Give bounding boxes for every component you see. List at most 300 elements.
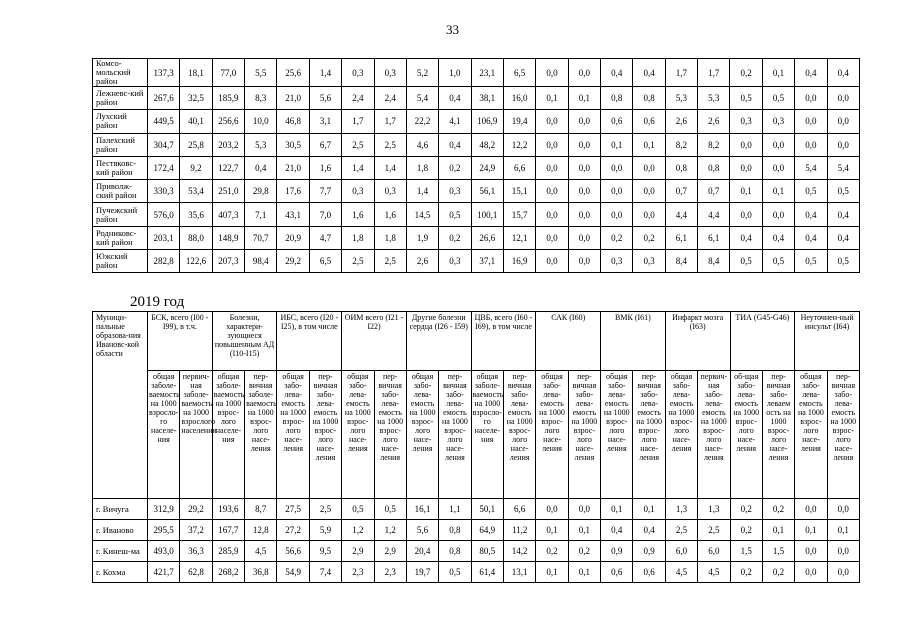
group-header-cell: ВМК (I61) <box>601 312 666 371</box>
value-cell: 43,1 <box>277 203 309 226</box>
value-cell: 0,2 <box>601 226 633 249</box>
value-cell: 0,0 <box>633 203 665 226</box>
value-cell: 0,3 <box>439 250 471 273</box>
value-cell: 0,0 <box>795 562 827 583</box>
subcolumn-header-cell: общая заболе-ваемость на 1000 взросло-го населе-ния <box>148 371 180 499</box>
value-cell: 0,0 <box>827 499 859 520</box>
district-name-cell: г. Иваново <box>93 520 148 541</box>
value-cell: 2,5 <box>665 520 697 541</box>
table-row <box>93 180 860 203</box>
value-cell: 1,9 <box>406 226 438 249</box>
district-name-cell: Пучежский район <box>93 203 148 226</box>
subcolumn-header-cell: пер-вичная забо-лева-емость на 1000 взрос-лого насе-ления <box>827 371 859 499</box>
value-cell: 4,5 <box>665 562 697 583</box>
value-cell: 0,2 <box>730 520 762 541</box>
value-cell: 0,4 <box>633 520 665 541</box>
value-cell: 6,1 <box>698 226 730 249</box>
value-cell: 27,5 <box>277 499 309 520</box>
value-cell: 62,8 <box>180 562 212 583</box>
value-cell: 1,2 <box>374 520 406 541</box>
value-cell: 0,0 <box>568 250 600 273</box>
value-cell: 2,9 <box>374 541 406 562</box>
value-cell: 2,9 <box>342 541 374 562</box>
value-cell: 0,3 <box>374 59 406 87</box>
value-cell: 1,5 <box>730 541 762 562</box>
value-cell: 21,0 <box>277 156 309 179</box>
value-cell: 0,4 <box>827 226 859 249</box>
value-cell: 0,0 <box>568 59 600 87</box>
value-cell: 0,9 <box>633 541 665 562</box>
value-cell: 1,3 <box>665 499 697 520</box>
value-cell: 0,1 <box>601 133 633 156</box>
value-cell: 0,1 <box>762 59 794 87</box>
value-cell: 36,3 <box>180 541 212 562</box>
subcolumn-header-cell: пер-вичная заболе-ваемость на 1000 взрос-лого насе-ления <box>245 371 277 499</box>
value-cell: 7,4 <box>309 562 341 583</box>
value-cell: 12,1 <box>503 226 535 249</box>
value-cell: 0,1 <box>730 180 762 203</box>
subcolumn-header-cell: общая забо-лева-емость на 1000 взрос-лого насе-ления <box>406 371 438 499</box>
value-cell: 0,2 <box>633 226 665 249</box>
value-cell: 2,4 <box>374 87 406 110</box>
value-cell: 576,0 <box>148 203 180 226</box>
value-cell: 38,1 <box>471 87 503 110</box>
value-cell: 207,3 <box>212 250 244 273</box>
table-row <box>93 110 860 133</box>
value-cell: 0,0 <box>762 133 794 156</box>
value-cell: 1,4 <box>309 59 341 87</box>
page-number: 33 <box>446 22 459 37</box>
value-cell: 0,0 <box>536 499 568 520</box>
value-cell: 5,3 <box>245 133 277 156</box>
value-cell: 11,2 <box>503 520 535 541</box>
value-cell: 0,0 <box>601 156 633 179</box>
subcolumn-header-cell: общая забо-лева-емость на 1000 взрос-лого насе-ления <box>665 371 697 499</box>
value-cell: 172,4 <box>148 156 180 179</box>
value-cell: 0,1 <box>795 520 827 541</box>
value-cell: 0,4 <box>439 87 471 110</box>
value-cell: 0,0 <box>730 133 762 156</box>
value-cell: 2,5 <box>374 250 406 273</box>
district-name-cell: Приволж-ский район <box>93 180 148 203</box>
value-cell: 2,3 <box>342 562 374 583</box>
value-cell: 5,3 <box>665 87 697 110</box>
value-cell: 9,5 <box>309 541 341 562</box>
value-cell: 4,4 <box>698 203 730 226</box>
group-header-cell: ТИА (G45-G46) <box>730 312 795 371</box>
value-cell: 0,7 <box>698 180 730 203</box>
value-cell: 5,4 <box>827 156 859 179</box>
value-cell: 0,4 <box>439 133 471 156</box>
value-cell: 6,5 <box>309 250 341 273</box>
value-cell: 37,1 <box>471 250 503 273</box>
value-cell: 16,0 <box>503 87 535 110</box>
value-cell: 61,4 <box>471 562 503 583</box>
subcolumn-header-cell: общая забо-лева-емость на 1000 взрос-лого насе-ления <box>277 371 309 499</box>
value-cell: 50,1 <box>471 499 503 520</box>
value-cell: 0,0 <box>827 110 859 133</box>
value-cell: 100,1 <box>471 203 503 226</box>
value-cell: 0,3 <box>633 250 665 273</box>
value-cell: 4,7 <box>309 226 341 249</box>
value-cell: 493,0 <box>148 541 180 562</box>
value-cell: 1,7 <box>698 59 730 87</box>
value-cell: 295,5 <box>148 520 180 541</box>
table-row <box>93 250 860 273</box>
subcolumn-header-cell: общая заболе-ваемость на 1000 взросло-го населе-ния <box>471 371 503 499</box>
value-cell: 35,6 <box>180 203 212 226</box>
value-cell: 1,5 <box>762 541 794 562</box>
value-cell: 0,1 <box>827 520 859 541</box>
value-cell: 14,5 <box>406 203 438 226</box>
value-cell: 2,5 <box>342 250 374 273</box>
value-cell: 0,0 <box>633 156 665 179</box>
table-row <box>93 226 860 249</box>
value-cell: 0,0 <box>827 133 859 156</box>
value-cell: 0,4 <box>730 226 762 249</box>
value-cell: 27,2 <box>277 520 309 541</box>
value-cell: 1,6 <box>309 156 341 179</box>
table-row <box>93 203 860 226</box>
value-cell: 285,9 <box>212 541 244 562</box>
value-cell: 0,1 <box>568 87 600 110</box>
value-cell: 26,6 <box>471 226 503 249</box>
value-cell: 0,9 <box>601 541 633 562</box>
value-cell: 203,1 <box>148 226 180 249</box>
value-cell: 0,0 <box>827 541 859 562</box>
subcolumn-header-cell: пер-вичная забо-лева-емость на 1000 взрос-лого насе-ления <box>309 371 341 499</box>
value-cell: 185,9 <box>212 87 244 110</box>
district-name-cell: Лухский район <box>93 110 148 133</box>
value-cell: 282,8 <box>148 250 180 273</box>
value-cell: 1,4 <box>406 180 438 203</box>
value-cell: 46,8 <box>277 110 309 133</box>
value-cell: 0,1 <box>762 520 794 541</box>
value-cell: 122,7 <box>212 156 244 179</box>
value-cell: 0,2 <box>762 499 794 520</box>
value-cell: 0,5 <box>762 250 794 273</box>
value-cell: 6,5 <box>503 59 535 87</box>
subcolumn-header-cell: первич-ная заболе-ваемость на 1000 взрослого населения <box>180 371 212 499</box>
value-cell: 0,0 <box>568 156 600 179</box>
value-cell: 0,3 <box>342 180 374 203</box>
value-cell: 0,0 <box>762 203 794 226</box>
value-cell: 15,7 <box>503 203 535 226</box>
value-cell: 5,6 <box>406 520 438 541</box>
value-cell: 23,1 <box>471 59 503 87</box>
value-cell: 1,0 <box>439 59 471 87</box>
value-cell: 19,7 <box>406 562 438 583</box>
value-cell: 53,4 <box>180 180 212 203</box>
value-cell: 0,6 <box>601 110 633 133</box>
value-cell: 0,2 <box>730 59 762 87</box>
value-cell: 6,7 <box>309 133 341 156</box>
value-cell: 8,4 <box>665 250 697 273</box>
value-cell: 0,2 <box>730 562 762 583</box>
value-cell: 20,9 <box>277 226 309 249</box>
value-cell: 0,1 <box>536 562 568 583</box>
value-cell: 2,3 <box>374 562 406 583</box>
value-cell: 0,0 <box>795 87 827 110</box>
value-cell: 80,5 <box>471 541 503 562</box>
value-cell: 0,4 <box>795 226 827 249</box>
value-cell: 148,9 <box>212 226 244 249</box>
value-cell: 312,9 <box>148 499 180 520</box>
value-cell: 167,7 <box>212 520 244 541</box>
value-cell: 48,2 <box>471 133 503 156</box>
value-cell: 0,5 <box>730 87 762 110</box>
value-cell: 8,3 <box>245 87 277 110</box>
value-cell: 0,0 <box>536 59 568 87</box>
value-cell: 24,9 <box>471 156 503 179</box>
value-cell: 0,0 <box>568 203 600 226</box>
value-cell: 0,0 <box>568 180 600 203</box>
value-cell: 1,2 <box>342 520 374 541</box>
value-cell: 5,4 <box>406 87 438 110</box>
value-cell: 0,4 <box>601 59 633 87</box>
value-cell: 5,5 <box>245 59 277 87</box>
subcolumn-header-cell: общая забо-лева-емость на 1000 взрос-лого насе-ления <box>601 371 633 499</box>
value-cell: 3,1 <box>309 110 341 133</box>
value-cell: 7,0 <box>309 203 341 226</box>
subcolumn-header-cell: пер-вичная забо-лева-емость на 1000 взрос-лого насе-ления <box>633 371 665 499</box>
value-cell: 4,4 <box>665 203 697 226</box>
value-cell: 4,5 <box>698 562 730 583</box>
value-cell: 0,1 <box>536 520 568 541</box>
value-cell: 0,0 <box>795 110 827 133</box>
value-cell: 2,5 <box>309 499 341 520</box>
value-cell: 0,4 <box>245 156 277 179</box>
value-cell: 421,7 <box>148 562 180 583</box>
value-cell: 6,1 <box>665 226 697 249</box>
value-cell: 0,0 <box>536 203 568 226</box>
district-name-cell: Лежневс-кий район <box>93 87 148 110</box>
value-cell: 0,0 <box>536 110 568 133</box>
value-cell: 4,5 <box>245 541 277 562</box>
value-cell: 0,5 <box>827 180 859 203</box>
value-cell: 88,0 <box>180 226 212 249</box>
value-cell: 56,1 <box>471 180 503 203</box>
value-cell: 0,4 <box>601 520 633 541</box>
value-cell: 0,2 <box>762 562 794 583</box>
value-cell: 20,4 <box>406 541 438 562</box>
value-cell: 0,5 <box>439 203 471 226</box>
value-cell: 0,3 <box>342 59 374 87</box>
value-cell: 122,6 <box>180 250 212 273</box>
value-cell: 2,6 <box>665 110 697 133</box>
header-row-subcolumns <box>93 371 860 499</box>
value-cell: 1,7 <box>665 59 697 87</box>
value-cell: 12,2 <box>503 133 535 156</box>
value-cell: 1,1 <box>439 499 471 520</box>
subcolumn-header-cell: об-щая забо-лева-емость на 1000 взрос-лого насе-ления <box>730 371 762 499</box>
value-cell: 56,6 <box>277 541 309 562</box>
group-header-cell: ЦВБ, всего (I60 - I69), в том числе <box>471 312 536 371</box>
value-cell: 0,0 <box>601 203 633 226</box>
value-cell: 268,2 <box>212 562 244 583</box>
value-cell: 0,0 <box>536 156 568 179</box>
value-cell: 5,4 <box>795 156 827 179</box>
subcolumn-header-cell: общая заболе-ваемость на 1000 взрос-лого населе-ния <box>212 371 244 499</box>
value-cell: 0,0 <box>536 226 568 249</box>
district-name-cell: Родниковс-кий район <box>93 226 148 249</box>
value-cell: 0,5 <box>795 250 827 273</box>
table-row <box>93 156 860 179</box>
district-name-cell: Палехский район <box>93 133 148 156</box>
value-cell: 25,8 <box>180 133 212 156</box>
value-cell: 203,2 <box>212 133 244 156</box>
value-cell: 2,4 <box>342 87 374 110</box>
subcolumn-header-cell: пер-вичная забо-лева-емость на 1000 взрос-лого насе-ления <box>503 371 535 499</box>
value-cell: 0,0 <box>633 180 665 203</box>
value-cell: 14,2 <box>503 541 535 562</box>
value-cell: 251,0 <box>212 180 244 203</box>
district-name-cell: Комсо-мольский район <box>93 59 148 87</box>
value-cell: 0,1 <box>633 499 665 520</box>
value-cell: 0,0 <box>568 226 600 249</box>
value-cell: 137,3 <box>148 59 180 87</box>
value-cell: 0,5 <box>439 562 471 583</box>
value-cell: 17,6 <box>277 180 309 203</box>
value-cell: 0,0 <box>601 180 633 203</box>
value-cell: 6,6 <box>503 499 535 520</box>
value-cell: 0,0 <box>730 203 762 226</box>
table-row <box>93 541 860 562</box>
value-cell: 1,6 <box>374 203 406 226</box>
group-header-cell: ИБС, всего (I20 - I25), в том числе <box>277 312 342 371</box>
value-cell: 0,3 <box>439 180 471 203</box>
value-cell: 449,5 <box>148 110 180 133</box>
value-cell: 16,1 <box>406 499 438 520</box>
subcolumn-header-cell: пер-вичная забо-лева-емость на 1000 взрос-лого насе-ления <box>374 371 406 499</box>
value-cell: 29,8 <box>245 180 277 203</box>
group-header-cell: Болезни, характери-зующиеся повышенным АД (I10-I15) <box>212 312 277 371</box>
value-cell: 0,0 <box>730 156 762 179</box>
value-cell: 22,2 <box>406 110 438 133</box>
table-row <box>93 520 860 541</box>
value-cell: 0,1 <box>536 87 568 110</box>
value-cell: 0,8 <box>633 87 665 110</box>
value-cell: 2,5 <box>698 520 730 541</box>
value-cell: 4,6 <box>406 133 438 156</box>
value-cell: 1,7 <box>342 110 374 133</box>
value-cell: 13,1 <box>503 562 535 583</box>
value-cell: 1,4 <box>342 156 374 179</box>
value-cell: 1,8 <box>342 226 374 249</box>
value-cell: 36,8 <box>245 562 277 583</box>
value-cell: 40,1 <box>180 110 212 133</box>
value-cell: 0,3 <box>762 110 794 133</box>
value-cell: 0,0 <box>568 110 600 133</box>
value-cell: 0,6 <box>601 562 633 583</box>
value-cell: 0,0 <box>827 562 859 583</box>
value-cell: 0,4 <box>762 226 794 249</box>
value-cell: 1,7 <box>374 110 406 133</box>
group-header-cell: САК (I60) <box>536 312 601 371</box>
value-cell: 0,3 <box>374 180 406 203</box>
value-cell: 0,4 <box>827 59 859 87</box>
value-cell: 407,3 <box>212 203 244 226</box>
value-cell: 0,0 <box>762 156 794 179</box>
value-cell: 2,6 <box>406 250 438 273</box>
year-title: 2019 год <box>130 294 185 310</box>
value-cell: 21,0 <box>277 87 309 110</box>
value-cell: 0,1 <box>568 562 600 583</box>
value-cell: 0,2 <box>439 156 471 179</box>
value-cell: 0,8 <box>439 541 471 562</box>
value-cell: 6,0 <box>698 541 730 562</box>
subcolumn-header-cell: общая забо-лева-емость на 1000 взрос-лого насе-ления <box>795 371 827 499</box>
value-cell: 2,6 <box>698 110 730 133</box>
district-name-cell: г. Кинеш-ма <box>93 541 148 562</box>
value-cell: 256,6 <box>212 110 244 133</box>
table-row <box>93 133 860 156</box>
subcolumn-header-cell: пер-вичная забо-лева-емость на 1000 взрос-лого насе-ления <box>439 371 471 499</box>
value-cell: 0,3 <box>601 250 633 273</box>
value-cell: 0,5 <box>827 250 859 273</box>
group-header-cell: ОИМ всего (I21 - I22) <box>342 312 407 371</box>
value-cell: 32,5 <box>180 87 212 110</box>
value-cell: 0,5 <box>795 180 827 203</box>
value-cell: 29,2 <box>180 499 212 520</box>
value-cell: 0,6 <box>633 562 665 583</box>
subcolumn-header-cell: первич-ная забо-лева-емость на 1000 взрос-лого насе-ления <box>698 371 730 499</box>
value-cell: 5,3 <box>698 87 730 110</box>
value-cell: 8,2 <box>665 133 697 156</box>
value-cell: 6,6 <box>503 156 535 179</box>
value-cell: 5,6 <box>309 87 341 110</box>
value-cell: 64,9 <box>471 520 503 541</box>
value-cell: 16,9 <box>503 250 535 273</box>
value-cell: 54,9 <box>277 562 309 583</box>
value-cell: 0,5 <box>730 250 762 273</box>
table-row <box>93 87 860 110</box>
value-cell: 15,1 <box>503 180 535 203</box>
value-cell: 7,1 <box>245 203 277 226</box>
value-cell: 77,0 <box>212 59 244 87</box>
value-cell: 25,6 <box>277 59 309 87</box>
value-cell: 4,1 <box>439 110 471 133</box>
value-cell: 0,4 <box>795 59 827 87</box>
municipality-header-cell: Муници-пальные образова-ния Ивановс-кой области <box>93 312 148 499</box>
value-cell: 0,4 <box>633 59 665 87</box>
district-name-cell: г. Кохма <box>93 562 148 583</box>
district-name-cell: г. Вичуга <box>93 499 148 520</box>
incidence-table-continued <box>92 58 860 273</box>
value-cell: 304,7 <box>148 133 180 156</box>
value-cell: 0,0 <box>795 133 827 156</box>
value-cell: 0,1 <box>633 133 665 156</box>
value-cell: 0,4 <box>795 203 827 226</box>
incidence-table-2019 <box>92 311 860 583</box>
value-cell: 0,1 <box>601 499 633 520</box>
value-cell: 0,8 <box>601 87 633 110</box>
value-cell: 0,0 <box>536 180 568 203</box>
district-name-cell: Пестяковс-кий район <box>93 156 148 179</box>
value-cell: 0,5 <box>374 499 406 520</box>
value-cell: 0,0 <box>568 133 600 156</box>
value-cell: 0,8 <box>439 520 471 541</box>
table-row <box>93 499 860 520</box>
value-cell: 106,9 <box>471 110 503 133</box>
subcolumn-header-cell: общая забо-лева-емость на 1000 взрос-лого насе-ления <box>342 371 374 499</box>
value-cell: 5,9 <box>309 520 341 541</box>
value-cell: 1,6 <box>342 203 374 226</box>
value-cell: 7,7 <box>309 180 341 203</box>
value-cell: 0,0 <box>536 133 568 156</box>
value-cell: 8,4 <box>698 250 730 273</box>
subcolumn-header-cell: общая забо-лева-емость на 1000 взрос-лого насе-ления <box>536 371 568 499</box>
